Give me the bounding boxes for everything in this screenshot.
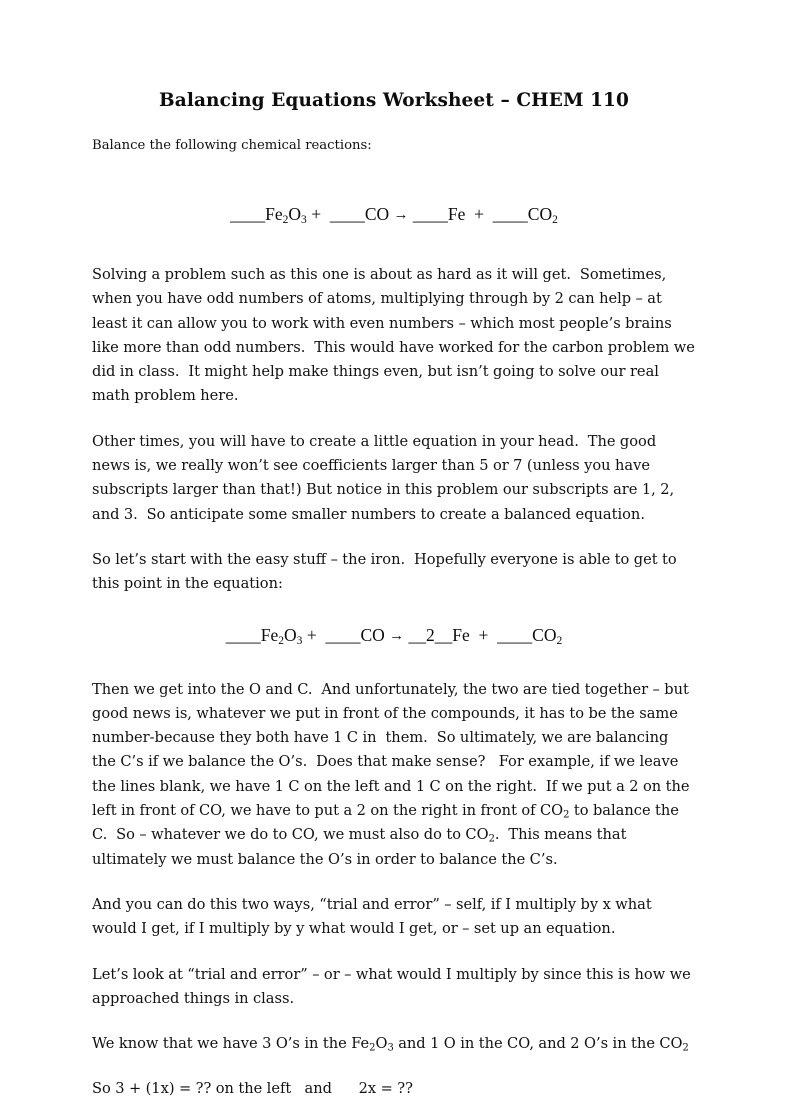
reaction-arrow-icon: → (389, 627, 405, 644)
paragraph-trial-and-error: Let’s look at “trial and error” – or – what would I multiply by since this is how we approached things in class. (92, 965, 696, 1007)
formula-carbon-monoxide: CO (364, 204, 390, 224)
blank-line-reactant-2: ____ (325, 624, 361, 645)
plus-sign-2: + (478, 624, 489, 645)
reaction-arrow-icon: → (393, 207, 409, 223)
subscript-o3-inline: 3 (387, 1042, 394, 1054)
blank-line-reactant-1: ____ (225, 624, 261, 645)
formula-iron: Fe (452, 624, 470, 645)
plus-sign-2: + (474, 204, 485, 224)
formula-iron-oxide: Fe (260, 624, 279, 645)
formula-oxygen: O (284, 624, 297, 645)
coefficient-blank-product-1: __2__ (408, 624, 453, 645)
subscript-co2-inline-2: 2 (488, 833, 495, 845)
subscript-co2-inline-1: 2 (563, 809, 570, 821)
chemical-equation-iron-balanced (92, 623, 696, 648)
subscript-fe2-inline: 2 (369, 1042, 376, 1054)
plus-sign-1: + (311, 204, 322, 224)
formula-carbon-dioxide: CO (527, 204, 553, 224)
blank-line-reactant-2: ____ (329, 204, 365, 224)
formula-iron-oxide: Fe (265, 204, 283, 224)
paragraph-text-part-1: Then we get into the O and C. And unfortunately, the two are tied together – but good news is, whatever we put in front of the compounds, it has to be the same number-because they both have 1 C in them. So ultimately, we are balancing the C’s if we balance the O’s. Does that make sense? For example, if we leave the lines blank, we have 1 C on the left and 1 C on the right. If we put a 2 on the left in front of CO, we have to put a 2 on the right in front of CO (92, 680, 694, 820)
blank-line-product-2: ____ (497, 624, 533, 645)
instructions-line: Balance the following chemical reactions: (92, 138, 372, 153)
formula-oxygen: O (288, 204, 302, 224)
paragraph-text-part-2: to balance the C. So – whatever we do to CO, we must also do to CO (92, 802, 684, 844)
blank-line-reactant-1: ____ (230, 204, 266, 224)
subscript-o3: 3 (296, 634, 303, 647)
subscript-fe2: 2 (282, 214, 289, 226)
paragraph-oxygen-count (92, 1032, 696, 1056)
blank-line-product-2: ____ (492, 204, 528, 224)
plus-sign-1: + (306, 624, 317, 645)
subscript-co2: 2 (556, 634, 563, 647)
subscript-co2: 2 (552, 214, 558, 226)
formula-carbon-dioxide: CO (532, 624, 557, 645)
subscript-co2-inline-3: 2 (682, 1042, 689, 1054)
paragraph-algebraic-setup: So 3 + (1x) = ?? on the left and 2x = ?? (92, 1080, 413, 1098)
oxygen-count-text-part-2: O (375, 1035, 388, 1053)
oxygen-count-text-part-3: and 1 O in the CO, and 2 O’s in the CO (393, 1035, 683, 1053)
blank-line-product-1: ____ (412, 204, 448, 224)
chemical-equation-unbalanced (92, 202, 696, 227)
paragraph-oxygen-carbon (92, 678, 696, 872)
formula-iron: Fe (447, 204, 466, 224)
paragraph-text-part-3: . This means that ultimately we must balance the O’s in order to balance the C’s. (92, 826, 631, 868)
paragraph-two-ways: And you can do this two ways, “trial and error” – self, if I multiply by x what would I get, if I multiply by y what would I get, or – set up an equation. (92, 895, 657, 938)
subscript-fe2: 2 (278, 634, 285, 647)
paragraph-solving-intro: Solving a problem such as this one is about as hard as it will get. Sometimes, when you have odd numbers of atoms, multiplying through by 2 can help – at least it can allow you to work with even numbers – which most people’s brains like more than odd numbers. This would have worked for the carbon problem we did in class. It might help make things even, but isn’t going to solve our real math problem here. (92, 266, 700, 405)
subscript-o3: 3 (301, 214, 307, 226)
paragraph-easy-stuff-iron: So let’s start with the easy stuff – the iron. Hopefully everyone is able to get to this point in the equation: (92, 550, 682, 593)
page-title: Balancing Equations Worksheet – CHEM 110 (159, 90, 629, 111)
document-content (92, 88, 700, 1102)
oxygen-count-text-part-1: We know that we have 3 O’s in the Fe (92, 1035, 370, 1053)
paragraph-other-times: Other times, you will have to create a little equation in your head. The good news is, we really won’t see coefficients larger than 5 or 7 (unless you have subscripts larger than that!) But notice in this problem our subscripts are 1, 2, and 3. So anticipate some smaller numbers to create a balanced equation. (92, 432, 679, 523)
formula-carbon-monoxide: CO (360, 624, 385, 645)
